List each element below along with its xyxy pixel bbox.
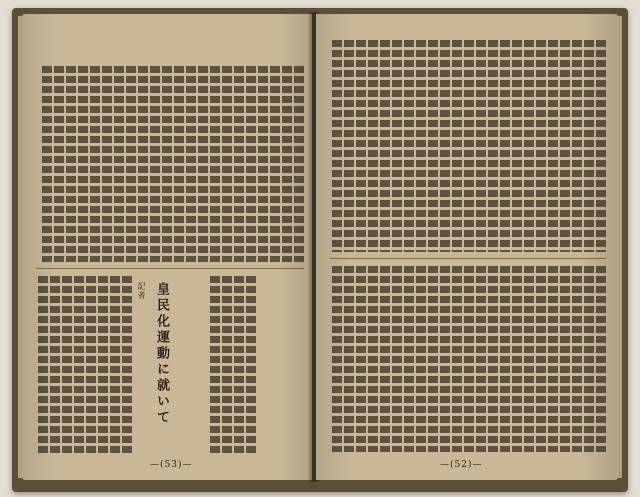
right-divider-line [330, 258, 606, 259]
article-title: 皇民化運動に就いて [154, 282, 169, 426]
left-lower-text-block-right [202, 276, 256, 456]
right-lower-text-block [330, 266, 606, 452]
page-number-right: —(52)— [440, 460, 483, 470]
left-upper-text-block [36, 66, 304, 262]
right-upper-text-block [330, 40, 606, 252]
left-page [22, 14, 312, 480]
left-lower-text-block [36, 276, 132, 456]
left-divider-line [36, 268, 304, 269]
right-page [316, 14, 618, 480]
article-byline: 記者 [137, 282, 146, 300]
page-number-left: —(53)— [150, 460, 193, 470]
